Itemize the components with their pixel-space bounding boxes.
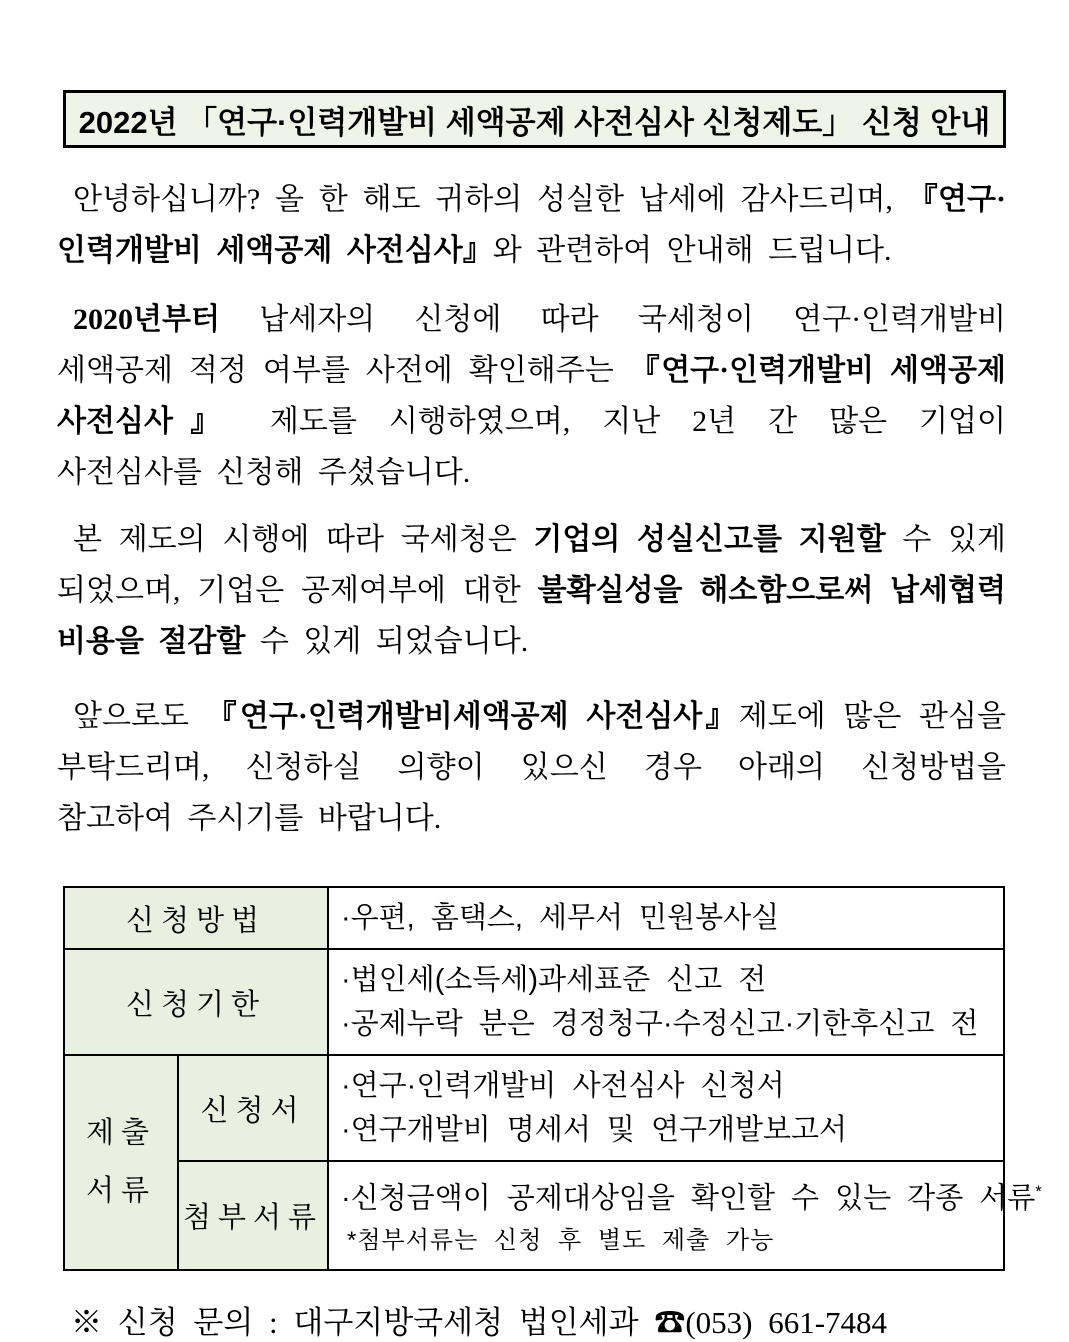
row-group-header-documents bbox=[64, 1055, 178, 1270]
paragraph-greeting bbox=[57, 174, 1006, 276]
phone-icon: ☎ bbox=[654, 1304, 686, 1340]
phone-number: (053) 661-7484 bbox=[685, 1304, 888, 1340]
group-header-line: 서류 bbox=[85, 1175, 157, 1208]
cell-line bbox=[341, 1170, 1042, 1221]
row-header-application-form: 신청서 bbox=[178, 1055, 328, 1161]
table-row-method bbox=[64, 887, 1004, 949]
cell-application-form bbox=[328, 1055, 1004, 1161]
cell-method bbox=[328, 887, 1004, 949]
paragraph-text: 본 제도의 시행에 따라 국세청은 bbox=[73, 523, 534, 556]
emphasis-text: 『연구·인력개발비 세액공제 사전심사』 bbox=[57, 183, 1006, 267]
paragraph-text: 앞으로도 bbox=[73, 700, 207, 733]
cell-footnote: *첨부서류는 신청 후 별도 제출 가능 bbox=[347, 1226, 775, 1254]
emphasis-text: 불확실성을 해소함으로써 납세협력 비용을 절감할 bbox=[57, 574, 1006, 658]
document-title-banner bbox=[63, 90, 1006, 148]
paragraph-closing bbox=[57, 691, 1006, 844]
emphasis-text: 『연구·인력개발비 세액공제 사전심사』 bbox=[57, 354, 1006, 438]
cell-line: ·법인세(소득세)과세표준 신고 전 bbox=[341, 964, 767, 996]
application-info-table bbox=[63, 886, 1042, 1271]
cell-text: ·신청금액이 공제대상임을 확인할 수 있는 각종 서류 bbox=[341, 1182, 1036, 1215]
table-row-attachments bbox=[64, 1161, 1004, 1270]
footnote-marker: * bbox=[1035, 1182, 1042, 1201]
cell-line: ·연구·인력개발비 사전심사 신청서 bbox=[341, 1070, 785, 1102]
cell-attachments bbox=[328, 1161, 1042, 1270]
table-row-deadline bbox=[64, 949, 1004, 1055]
paragraph-text: 수 있게 되었으며, 기업은 공제여부에 대한 bbox=[57, 523, 1006, 607]
emphasis-text: 『연구·인력개발비세액공제 사전심사』 bbox=[206, 700, 739, 733]
cell-line: ·우편, 홈택스, 세무서 민원봉사실 bbox=[341, 902, 780, 934]
row-header-method: 신청방법 bbox=[64, 887, 328, 949]
contact-note bbox=[71, 1297, 1006, 1342]
reference-mark: ※ bbox=[71, 1304, 102, 1340]
table-row-application-form bbox=[64, 1055, 1004, 1161]
paragraph-text: 수 있게 되었습니다. bbox=[245, 625, 529, 658]
paragraph-text: 제도에 많은 관심을 부탁드리며, 신청하실 의향이 있으신 경우 아래의 신청방법을 참고하여 주시기를 바랍니다. bbox=[57, 700, 1006, 835]
paragraph-text: 납세자의 신청에 따라 국세청이 연구·인력개발비 세액공제 적정 여부를 사전에 확인해주는 bbox=[57, 303, 1006, 387]
paragraph-text: 제도를 시행하였으며, 지난 2년 간 많은 기업이 사전심사를 신청해 주셨습니다. bbox=[57, 405, 1006, 489]
cell-deadline bbox=[328, 949, 1004, 1055]
emphasis-text: 기업의 성실신고를 지원할 bbox=[533, 523, 886, 556]
row-header-attachments: 첨부서류 bbox=[178, 1161, 328, 1270]
paragraph-history bbox=[57, 294, 1006, 498]
emphasis-text: 2020년부터 bbox=[73, 303, 220, 336]
paragraph-text: 안녕하십니까? 올 한 해도 귀하의 성실한 납세에 감사드리며, bbox=[73, 183, 908, 216]
cell-line: ·연구개발비 명세서 및 연구개발보고서 bbox=[341, 1114, 848, 1146]
document-title: 2022년 「연구·인력개발비 세액공제 사전심사 신청제도」 신청 안내 bbox=[78, 104, 991, 140]
contact-label: 신청 문의 : 대구지방국세청 법인세과 bbox=[102, 1304, 655, 1340]
row-header-deadline: 신청기한 bbox=[64, 949, 328, 1055]
group-header-line: 제출 bbox=[85, 1117, 157, 1150]
paragraph-benefits bbox=[57, 514, 1006, 667]
cell-line: ·공제누락 분은 경정청구·수정신고·기한후신고 전 bbox=[341, 1008, 979, 1040]
paragraph-text: 와 관련하여 안내해 드립니다. bbox=[492, 234, 892, 267]
